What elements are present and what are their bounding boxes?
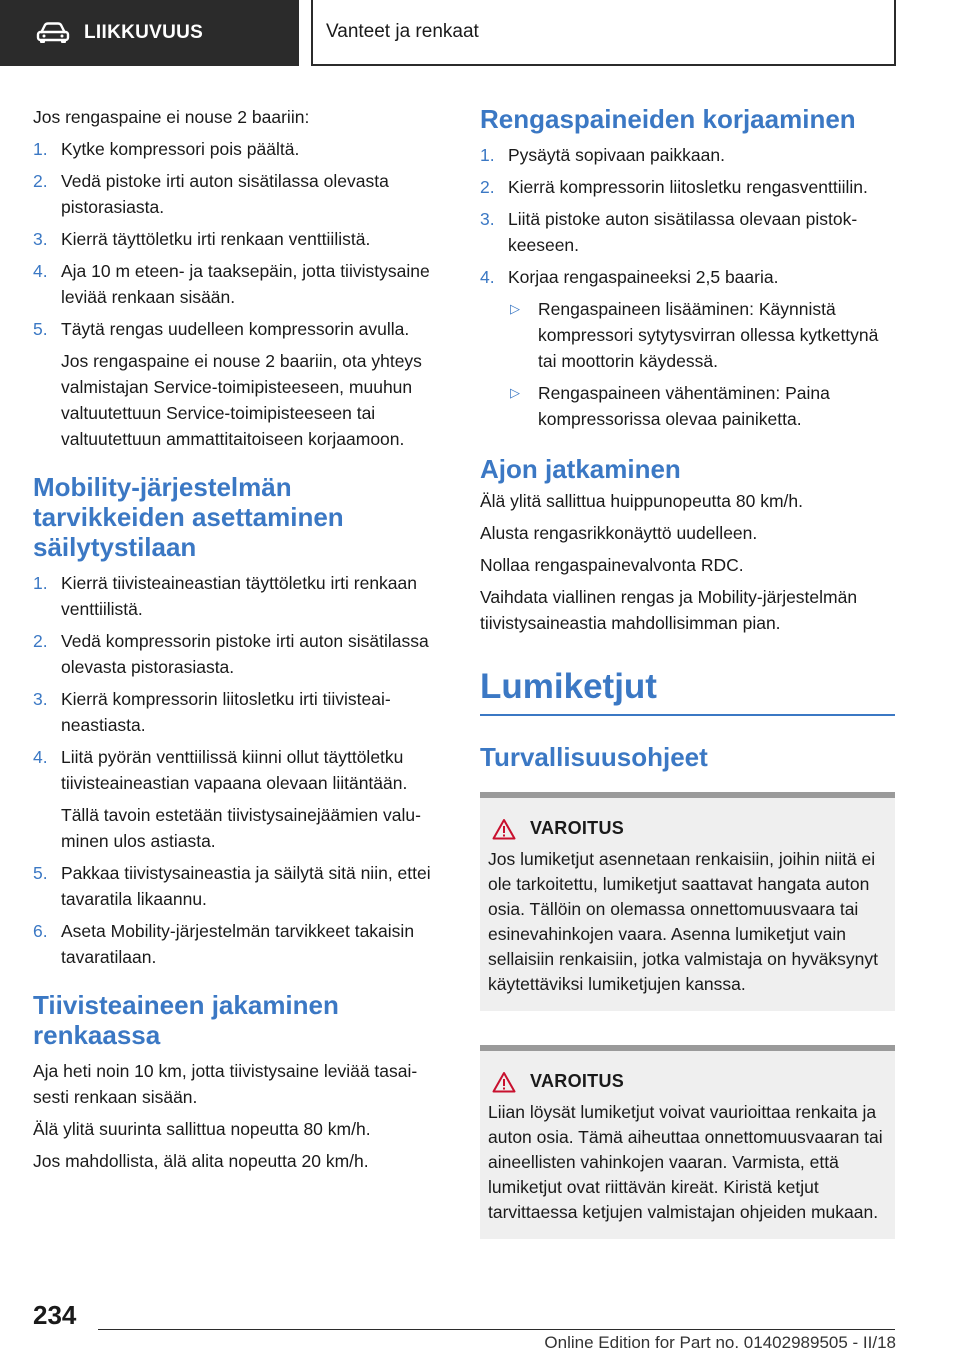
bullet-text: Rengaspaineen lisääminen: Käynnistä kompressori sytytysvirran ollessa kytkettynä tai moottorin käydessä. [538,299,879,371]
list-item [480,142,895,168]
storage-steps-list [33,570,447,970]
step-number: 3. [480,209,495,229]
warning-box [480,792,895,1011]
list-item [480,264,895,438]
bullet-item [508,380,895,432]
step-number: 3. [33,229,48,249]
warning-triangle-icon [492,818,516,840]
step-note: Jos rengaspaine ei nouse 2 baariin, ota yhteys valmistajan Service-toimipisteeseen, muuhun valtuutettuun Service-toimipisteeseen tai valtuutettuun ammattitaitoiseen korjaamoon. [61,351,422,449]
warning-box [480,1045,895,1239]
bullet-item [508,296,895,374]
step-number: 5. [33,319,48,339]
list-item [33,860,447,912]
step-number: 5. [33,863,48,883]
list-item [480,174,895,200]
footer-edition: Online Edition for Part no. 01402989505 - II/18 [544,1333,896,1352]
paragraph: Vaihdata viallinen rengas ja Mobility-järjestelmän tiivistysaineastia mahdollisimman pian. [480,587,858,633]
step-number: 2. [33,171,48,191]
step-text: Liitä pistoke auton sisätilassa olevaan pistokkeeseen. [508,209,858,255]
warning-header [488,1069,887,1094]
pressure-steps-list [33,136,447,452]
triangle-bullet-icon: ▷ [510,301,520,316]
list-item [33,686,447,738]
list-item [33,316,447,452]
step-text: Pysäytä sopivaan paikkaan. [508,145,725,165]
heading-safety: Turvallisuusohjeet [480,742,708,772]
warning-header [488,816,887,841]
header-section-tab [0,0,299,66]
paragraph: Älä ylitä sallittua huippunopeutta 80 km/h. [480,491,803,511]
heading-snow-chains: Lumiketjut [480,666,895,716]
bullet-text: Rengaspaineen vähentäminen: Paina kompressorissa olevaa painiketta. [538,383,830,429]
step-text: Korjaa rengaspaineeksi 2,5 baaria. [508,267,779,287]
list-item [480,206,895,258]
step-text: Vedä kompressorin pistoke irti auton sisätilassa olevasta pistorasiasta. [61,631,429,677]
step-number: 1. [480,145,495,165]
heading-storage: Mobility-järjestelmän tarvikkeiden asettaminen säilytystilaan [33,472,344,562]
step-text: Aseta Mobility-järjestelmän tarvikkeet takaisin tavaratilaan. [61,921,415,967]
list-item [33,744,447,854]
page-number: 234 [33,1300,77,1330]
list-item [33,628,447,680]
header-chapter-box [311,0,896,66]
step-text: Pakkaa tiivistysaineastia ja säilytä sitä niin, ettei tavaratila likaannu. [61,863,431,909]
step-text: Aja 10 m eteen- ja taaksepäin, jotta tiivistysaine leviää renkaan sisään. [61,261,430,307]
paragraph: Alusta rengasrikkonäyttö uudelleen. [480,523,758,543]
list-item [33,258,447,310]
step-number: 1. [33,139,48,159]
list-item [33,570,447,622]
list-item [33,918,447,970]
triangle-bullet-icon: ▷ [510,385,520,400]
step-text: Kierrä tiivisteaineastian täyttöletku irti renkaan venttiilistä. [61,573,418,619]
left-column [33,104,447,1180]
step-text: Liitä pyörän venttiilissä kiinni ollut täyttöletku tiivisteaineastian vapaana olevaan liitäntään. [61,747,408,793]
list-item [33,168,447,220]
warning-text: Jos lumiketjut asennetaan renkaisiin, joihin niitä ei ole tarkoitettu, lumiketjut saattavat hangata auton osia. Tällöin on olemassa onnettomuusvaara tai esinevahinkojen vaara. Asenna lumiketjut vain sellaisiin renkaisiin, jotka valmistaja on hyväksynyt käytettäviksi lumiketjujen kanssa. [488,849,879,994]
heading-continue: Ajon jatkaminen [480,454,681,484]
step-number: 2. [480,177,495,197]
paragraph: Älä ylitä suurinta sallittua nopeutta 80 km/h. [33,1119,371,1139]
paragraph: Nollaa rengaspainevalvonta RDC. [480,555,744,575]
correct-steps-list [480,142,895,438]
list-item [33,226,447,252]
step-body [61,316,447,452]
car-icon [36,22,70,44]
step-body [61,744,447,854]
step-number: 4. [33,747,48,767]
step-note: Tällä tavoin estetään tiivistysainejäämien valuminen ulos astiasta. [61,805,421,851]
warning-text: Liian löysät lumiketjut voivat vaurioittaa renkaita ja auton osia. Tämä aiheuttaa onnettomuusvaaran tai aineellisten vahinkojen vaaran. Varmista, että lumiketjut ovat riittävän kireät. Kiristä ketjut tarvittaessa ketjujen valmistajan ohjeiden mukaan. [488,1102,883,1222]
warning-title: VAROITUS [530,1071,625,1091]
paragraph: Aja heti noin 10 km, jotta tiivistysaine leviää tasaisesti renkaan sisään. [33,1061,418,1107]
step-number: 4. [33,261,48,281]
step-text: Kierrä kompressorin liitosletku rengasventtiilin. [508,177,868,197]
chapter-title: Vanteet ja renkaat [326,21,479,42]
step-body [508,264,895,438]
step-text: Kierrä kompressorin liitosletku irti tiivisteaineastiasta. [61,689,391,735]
heading-correct-pressure: Rengaspaineiden korjaaminen [480,104,856,134]
step-number: 1. [33,573,48,593]
warning-title: VAROITUS [530,818,625,838]
step-text: Vedä pistoke irti auton sisätilassa olevasta pistorasiasta. [61,171,389,217]
right-column [480,104,895,1239]
step-text: Täytä rengas uudelleen kompressorin avulla. [61,319,410,339]
step-text: Kierrä täyttöletku irti renkaan venttiilistä. [61,229,371,249]
footer-divider [98,1329,895,1330]
intro-text: Jos rengaspaine ei nouse 2 baariin: [33,107,310,127]
step-text: Kytke kompressori pois päältä. [61,139,300,159]
step-number: 3. [33,689,48,709]
step-number: 4. [480,267,495,287]
list-item [33,136,447,162]
bullet-list [508,296,895,432]
warning-triangle-icon [492,1071,516,1093]
heading-distribute: Tiivisteaineen jakaminen renkaassa [33,990,339,1050]
step-number: 6. [33,921,48,941]
paragraph: Jos mahdollista, älä alita nopeutta 20 km/h. [33,1151,369,1171]
step-number: 2. [33,631,48,651]
section-title: LIIKKUVUUS [84,22,204,43]
